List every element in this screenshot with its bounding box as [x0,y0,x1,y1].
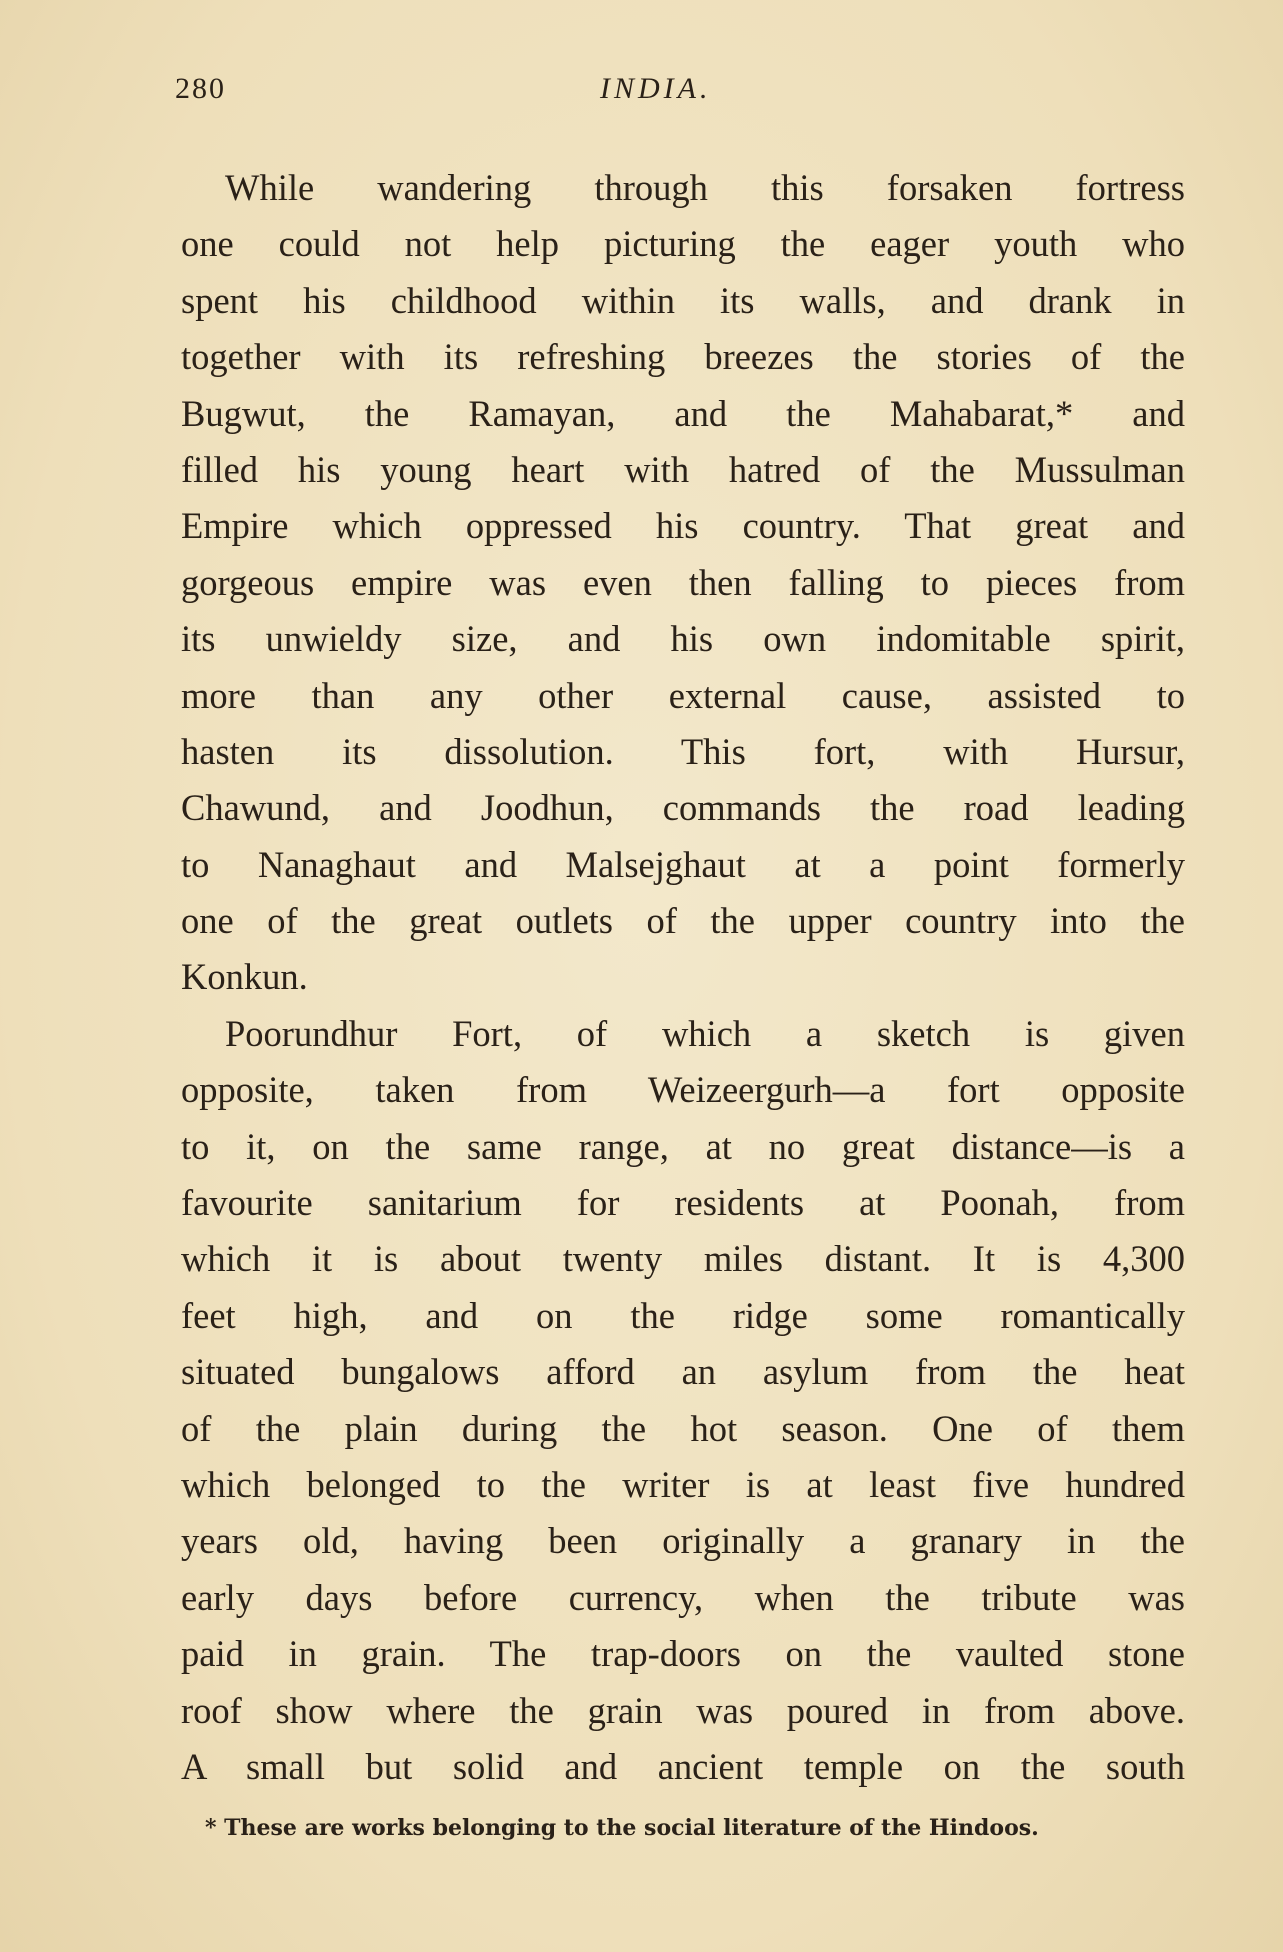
text-line: Konkun. [181,956,308,998]
text-line: one could not help picturing the eager youth who [181,223,1185,265]
text-line: filled his young heart with hatred of the Mussulman [181,448,1185,490]
text-line: While wandering through this forsaken fortress [225,167,1185,208]
text-line: together with its refreshing breezes the stories of the [181,336,1185,378]
running-head [0,72,1283,122]
text-line: situated bungalows afford an asylum from the heat [181,1351,1185,1393]
text-line: opposite, taken from Weizeergurh—a fort opposite [181,1069,1185,1111]
text-line: A small but solid and ancient temple on the south [181,1745,1185,1787]
text-line: Empire which oppressed his country. That great and [181,505,1185,547]
text-line: roof show where the grain was poured in from above. [181,1689,1185,1731]
paragraph-2 [181,1006,1185,1795]
text-line: which it is about twenty miles distant. It is 4,300 [181,1238,1185,1280]
body-text [181,160,1185,1795]
text-line: early days before currency, when the tribute was [181,1576,1185,1618]
page-number: 280 [175,72,226,105]
text-line: which belonged to the writer is at least five hundred [181,1463,1185,1505]
text-line: Poorundhur Fort, of which a sketch is given [225,1012,1185,1054]
text-line: favourite sanitarium for residents at Poonah, from [181,1182,1185,1224]
text-line: paid in grain. The trap-doors on the vaulted stone [181,1633,1185,1675]
text-line: one of the great outlets of the upper country into the [181,900,1185,942]
text-line: spent his childhood within its walls, and drank in [181,279,1185,321]
text-line: to Nanaghaut and Malsejghaut at a point formerly [181,843,1185,885]
text-line: of the plain during the hot season. One of them [181,1407,1185,1449]
text-line: Bugwut, the Ramayan, and the Mahabarat,* and [181,392,1185,434]
text-line: to it, on the same range, at no great distance—is a [181,1125,1185,1167]
text-line: years old, having been originally a granary in the [181,1520,1185,1562]
text-line: Chawund, and Joodhun, commands the road leading [181,787,1185,829]
text-line: more than any other external cause, assisted to [181,674,1185,716]
text-line: feet high, and on the ridge some romantically [181,1294,1185,1336]
text-line: its unwieldy size, and his own indomitable spirit, [181,618,1185,660]
text-line: hasten its dissolution. This fort, with Hursur, [181,730,1185,772]
footnote: * These are works belonging to the social literature of the Hindoos. [205,1815,1039,1841]
paragraph-1 [181,160,1185,1006]
text-line: gorgeous empire was even then falling to pieces from [181,561,1185,603]
running-title: INDIA. [600,72,712,105]
